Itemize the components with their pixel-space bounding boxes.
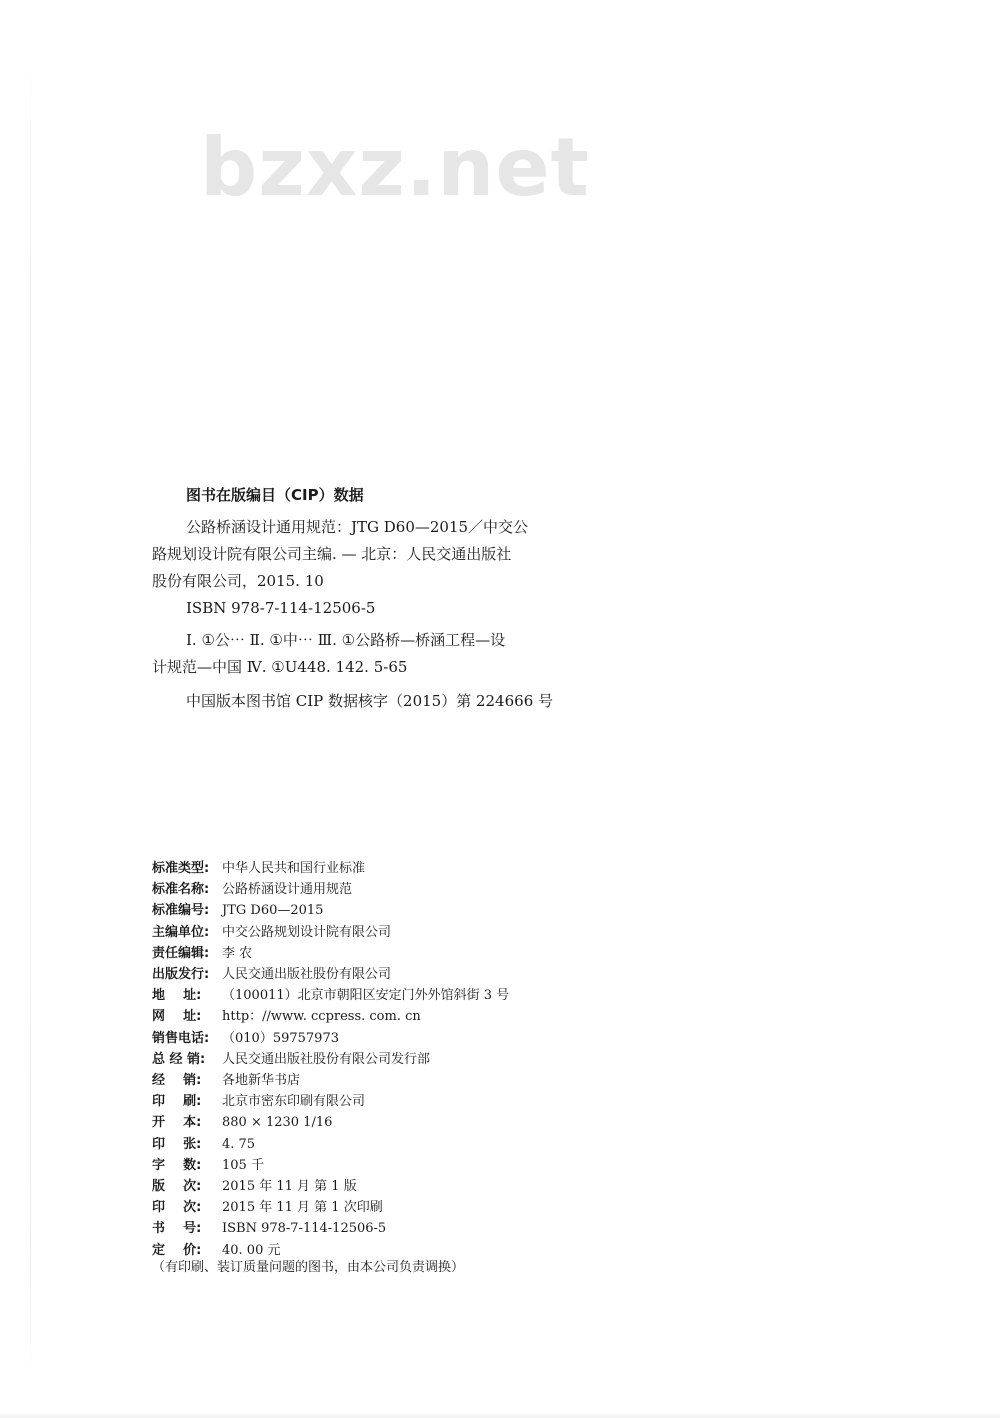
detail-label: 标准类型:	[152, 861, 210, 876]
detail-row	[152, 1091, 509, 1112]
detail-value: 中华人民共和国行业标准	[222, 861, 366, 876]
detail-value: 4. 75	[222, 1136, 256, 1152]
detail-value: 各地新华书店	[222, 1073, 301, 1089]
cip-classification-line: 计规范—中国 Ⅳ. ①U448. 142. 5-65	[152, 658, 408, 676]
detail-label: 字 数:	[152, 1157, 202, 1173]
detail-row	[152, 1006, 509, 1027]
detail-value: 人民交通出版社股份有限公司	[222, 967, 392, 983]
detail-value: 人民交通出版社股份有限公司发行部	[222, 1051, 431, 1067]
detail-label: 标准编号:	[152, 903, 210, 919]
cip-description-line: 股份有限公司，2015. 10	[152, 572, 324, 590]
detail-row	[152, 858, 509, 879]
detail-row	[152, 943, 509, 964]
detail-label: 主编单位:	[152, 924, 210, 940]
detail-value: http：//www. ccpress. com. cn	[222, 1009, 421, 1025]
detail-row	[152, 900, 509, 921]
detail-row	[152, 1028, 509, 1049]
detail-value: 李 农	[222, 945, 253, 961]
detail-label: 总 经 销:	[152, 1051, 206, 1067]
detail-row	[152, 1176, 509, 1197]
detail-label: 印 刷:	[152, 1094, 202, 1110]
scan-edge	[30, 40, 31, 1380]
detail-value: 公路桥涵设计通用规范	[222, 882, 353, 898]
cip-record-number: 中国版本图书馆 CIP 数据核字（2015）第 224666 号	[186, 692, 554, 710]
detail-value: 880 × 1230 1/16	[222, 1115, 333, 1131]
publication-details	[152, 858, 509, 1261]
detail-value: （100011）北京市朝阳区安定门外外馆斜街 3 号	[222, 988, 510, 1004]
cip-classification	[152, 627, 592, 681]
cip-classification-line: Ⅰ. ①公⋯ Ⅱ. ①中⋯ Ⅲ. ①公路桥—桥涵工程—设	[186, 631, 506, 649]
cip-description-line: 路规划设计院有限公司主编. — 北京：人民交通出版社	[152, 545, 512, 563]
detail-value: （010）59757973	[222, 1030, 339, 1046]
detail-label: 版 次:	[152, 1179, 202, 1195]
detail-label: 经 销:	[152, 1073, 202, 1089]
detail-label: 书 号:	[152, 1221, 202, 1237]
detail-label: 销售电话:	[152, 1030, 210, 1046]
detail-row	[152, 1218, 509, 1239]
detail-row	[152, 964, 509, 985]
detail-row	[152, 1112, 509, 1133]
detail-row	[152, 985, 509, 1006]
watermark: bzxz.net	[200, 121, 590, 214]
detail-label: 定 价:	[152, 1242, 202, 1258]
detail-row	[152, 1049, 509, 1070]
detail-label: 开 本:	[152, 1115, 202, 1131]
detail-label: 标准名称:	[152, 882, 210, 898]
cip-description-line: 公路桥涵设计通用规范：JTG D60—2015／中交公	[186, 518, 529, 536]
detail-value: 中交公路规划设计院有限公司	[222, 924, 392, 940]
quality-notice: （有印刷、装订质量问题的图书，由本公司负责调换）	[152, 1260, 465, 1275]
detail-row	[152, 1134, 509, 1155]
detail-value: 2015 年 11 月 第 1 版	[222, 1179, 357, 1195]
detail-value: 2015 年 11 月 第 1 次印刷	[222, 1200, 383, 1216]
detail-label: 网 址:	[152, 1009, 202, 1025]
cip-record	[152, 688, 592, 715]
detail-value: 40. 00 元	[222, 1242, 281, 1258]
detail-value: 105 千	[222, 1157, 264, 1173]
detail-label: 责任编辑:	[152, 945, 210, 961]
detail-value: ISBN 978-7-114-12506-5	[222, 1221, 387, 1237]
detail-label: 出版发行:	[152, 967, 210, 983]
cip-description	[152, 514, 592, 622]
cip-isbn: ISBN 978-7-114-12506-5	[186, 599, 376, 617]
cip-heading: 图书在版编目（CIP）数据	[186, 486, 364, 504]
detail-row	[152, 922, 509, 943]
scan-edge	[0, 1412, 1000, 1418]
detail-row	[152, 879, 509, 900]
detail-value: JTG D60—2015	[222, 903, 324, 919]
detail-value: 北京市密东印刷有限公司	[222, 1094, 366, 1110]
detail-label: 印 张:	[152, 1136, 202, 1152]
detail-label: 印 次:	[152, 1200, 202, 1216]
detail-row	[152, 1197, 509, 1218]
detail-label: 地 址:	[152, 988, 202, 1004]
detail-row	[152, 1070, 509, 1091]
detail-row	[152, 1155, 509, 1176]
